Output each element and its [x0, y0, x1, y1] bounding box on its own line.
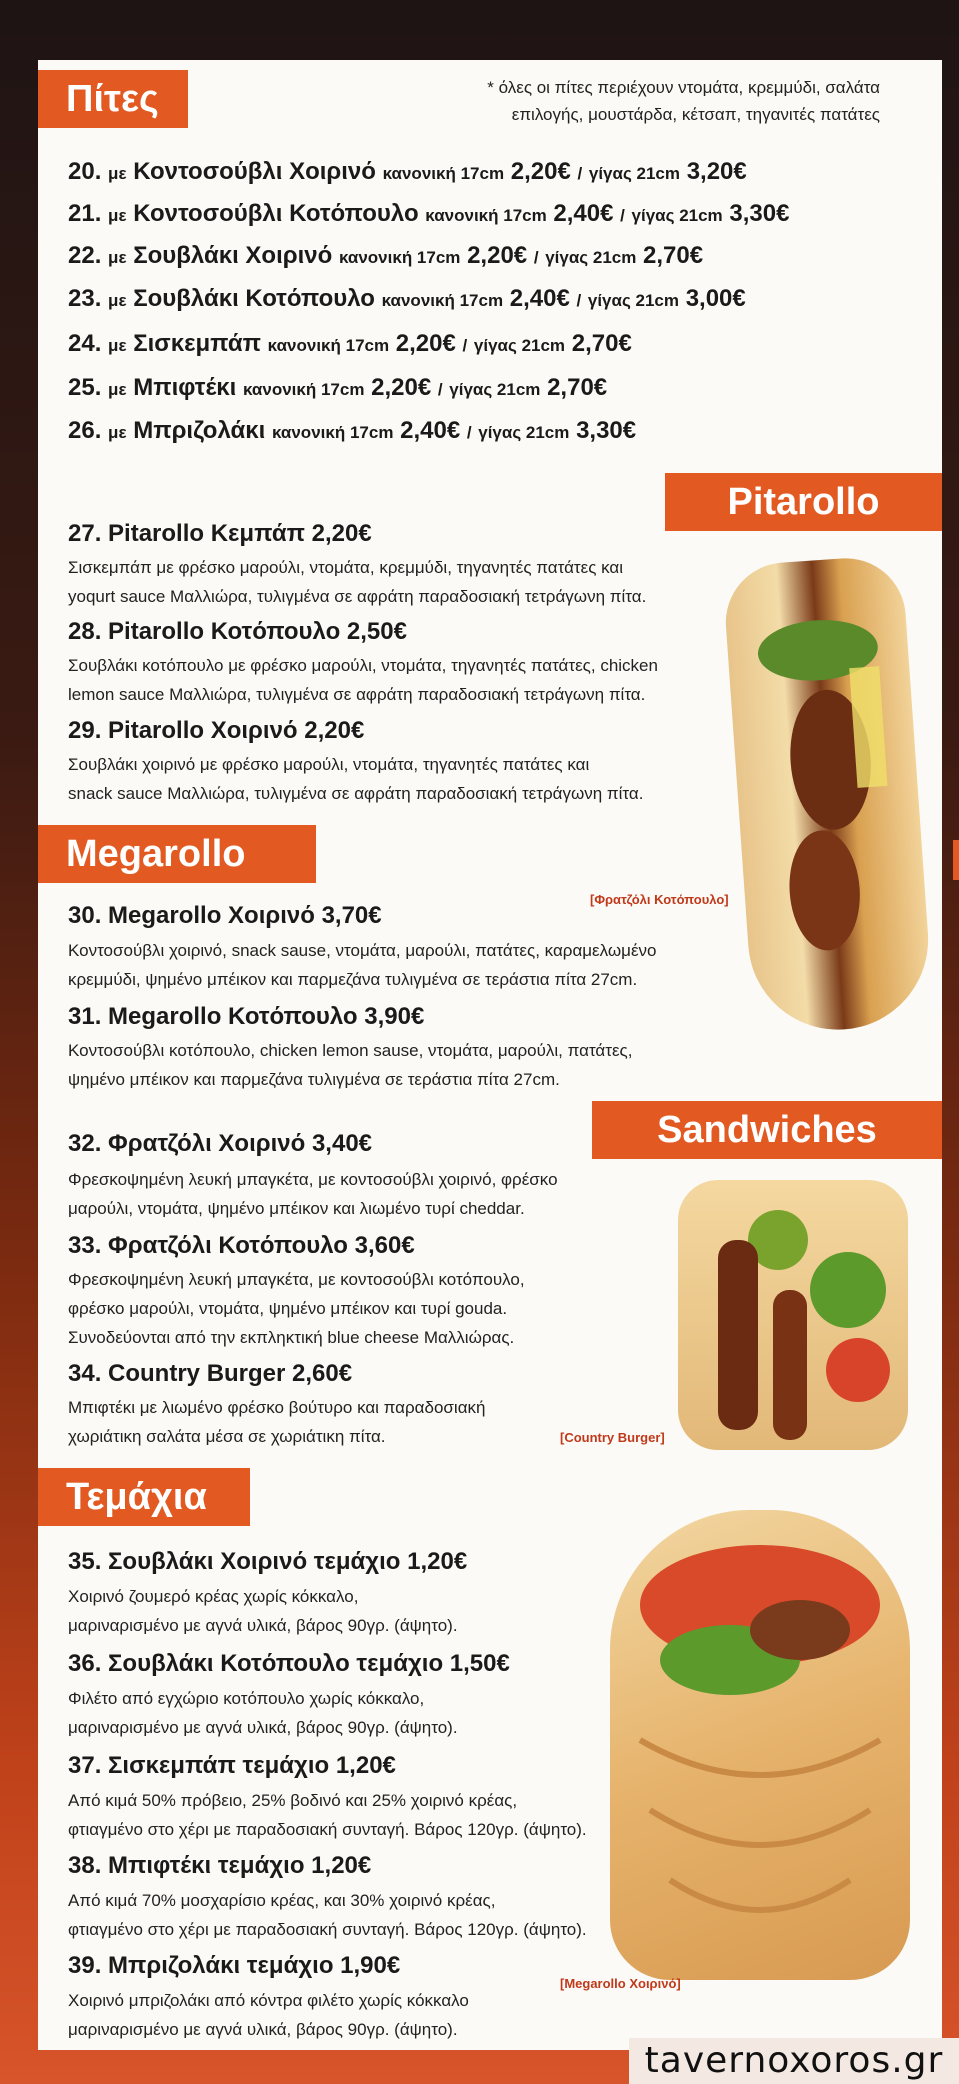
pita-item-23: 23. με Σουβλάκι Κοτόπουλο κανονική 17cm 2,40€ / γίγας 21cm 3,00€ [68, 285, 746, 312]
sandwich-item-33-title: 33. Φρατζόλι Κοτόπουλο 3,60€ [68, 1232, 415, 1259]
temaxio-item-38-desc: Από κιμά 70% μοσχαρίσιο κρέας, και 30% χοιρινό κρέας, φτιαγμένο στο χέρι με παραδοσιακή συνταγή. Βάρος 120γρ. (άψητο). [68, 1891, 587, 1939]
sandwich-item-34-desc: Μπιφτέκι με λιωμένο φρέσκο βούτυρο και παραδοσιακή χωριάτικη σαλάτα μέσα σε χωριάτικη πίτα. [68, 1398, 486, 1446]
pitarollo-item-27-desc: Σισκεμπάπ με φρέσκο μαρούλι, ντομάτα, κρεμμύδι, τηγανητές πατάτες και yoqurt sauce Μαλλιώρα, τυλιγμένα σε αφράτη παραδοσιακή τετράγωνη πίτα. [68, 558, 647, 606]
temaxio-item-36-title: 36. Σουβλάκι Κοτόπουλο τεμάχιο 1,50€ [68, 1650, 510, 1677]
temaxio-item-37-desc: Από κιμά 50% πρόβειο, 25% βοδινό και 25% χοιρινό κρέας, φτιαγμένο στο χέρι με παραδοσιακή συνταγή. Βάρος 120γρ. (άψητο). [68, 1791, 587, 1839]
burger-filling-icon [678, 1180, 908, 1450]
section-header-pites: Πίτες [38, 70, 188, 128]
pita-item-21: 21. με Κοντοσούβλι Κοτόπουλο κανονική 17cm 2,40€ / γίγας 21cm 3,30€ [68, 200, 790, 227]
megarollo-choirino-caption: [Megarollo Χοιρινό] [560, 1976, 681, 1991]
temaxio-item-38-title: 38. Μπιφτέκι τεμάχιο 1,20€ [68, 1852, 372, 1879]
sandwich-item-32-desc: Φρεσκοψημένη λευκή μπαγκέτα, με κοντοσούβλι χοιρινό, φρέσκο μαρούλι, ντομάτα, ψημένο μπέικον και λιωμένο τυρί cheddar. [68, 1170, 558, 1218]
temaxio-item-36-desc: Φιλέτο από εγχώριο κοτόπουλο χωρίς κόκκαλο, μαριναρισμένο με αγνά υλικά, βάρος 90γρ. (άψητο). [68, 1689, 458, 1737]
pita-item-25: 25. με Μπιφτέκι κανονική 17cm 2,20€ / γίγας 21cm 2,70€ [68, 374, 608, 401]
pitarollo-item-28-desc: Σουβλάκι κοτόπουλο με φρέσκο μαρούλι, ντομάτα, τηγανητές πατάτες, chicken lemon sauce Μαλλιώρα, τυλιγμένα σε αφράτη παραδοσιακή τετράγωνη πίτα. [68, 656, 658, 704]
temaxio-item-39-title: 39. Μπριζολάκι τεμάχιο 1,90€ [68, 1952, 401, 1979]
country-burger-image [678, 1180, 908, 1450]
megarollo-caption: [Φρατζόλι Κοτόπουλο] [590, 892, 729, 907]
megarollo-item-31-desc: Κοντοσούβλι κοτόπουλο, chicken lemon sause, ντομάτα, μαρούλι, πατάτες, ψημένο μπέικον και παρμεζάνα τυλιγμένα σε τεράστια πίτα 27cm. [68, 1041, 633, 1089]
megarollo-item-31-title: 31. Megarollo Κοτόπουλο 3,90€ [68, 1003, 425, 1030]
temaxio-item-37-title: 37. Σισκεμπάπ τεμάχιο 1,20€ [68, 1752, 396, 1779]
pita-item-24: 24. με Σισκεμπάπ κανονική 17cm 2,20€ / γίγας 21cm 2,70€ [68, 330, 632, 357]
megarollo-item-30-desc: Κοντοσούβλι χοιρινό, snack sause, ντομάτα, μαρούλι, πατάτες, καραμελωμένο κρεμμύδι, ψημένο μπέικον και παρμεζάνα τυλιγμένα σε τεράστια πίτα 27cm. [68, 941, 657, 989]
pitarollo-filling-icon [722, 554, 934, 1035]
sandwich-item-34-title: 34. Country Burger 2,60€ [68, 1360, 353, 1387]
pitarollo-wrap-image [722, 554, 934, 1035]
temaxio-item-35-title: 35. Σουβλάκι Χοιρινό τεμάχιο 1,20€ [68, 1548, 468, 1575]
temaxio-item-35-desc: Χοιρινό ζουμερό κρέας χωρίς κόκκαλο, μαριναρισμένο με αγνά υλικά, βάρος 90γρ. (άψητο). [68, 1587, 458, 1635]
megarollo-filling-icon [610, 1510, 910, 1980]
note-line-1: * όλες οι πίτες περιέχουν ντομάτα, κρεμμύδι, σαλάτα [487, 78, 880, 97]
pita-item-26: 26. με Μπριζολάκι κανονική 17cm 2,40€ / γίγας 21cm 3,30€ [68, 417, 637, 444]
section-header-megarollo: Megarollo [38, 825, 316, 883]
site-watermark: tavernoxoros.gr [629, 2038, 959, 2084]
pites-note [420, 74, 880, 128]
edge-marker [953, 840, 959, 880]
megarollo-choirino-image [610, 1510, 910, 1980]
pitarollo-item-27-title: 27. Pitarollo Κεμπάπ 2,20€ [68, 520, 372, 547]
section-header-temaxia: Τεμάχια [38, 1468, 250, 1526]
pitarollo-item-29-desc: Σουβλάκι χοιρινό με φρέσκο μαρούλι, ντομάτα, τηγανητές πατάτες και snack sauce Μαλλιώρα, τυλιγμένα σε αφράτη παραδοσιακή τετράγωνη πίτα. [68, 755, 644, 803]
megarollo-item-30-title: 30. Megarollo Χοιρινό 3,70€ [68, 902, 382, 929]
sandwich-item-33-desc: Φρεσκοψημένη λευκή μπαγκέτα, με κοντοσούβλι κοτόπουλο, φρέσκο μαρούλι, ντομάτα, ψημένο μπέικον και τυρί gouda. Συνοδεύονται από την εκπληκτική blue cheese Μαλλιώρας. [68, 1270, 525, 1347]
sandwich-item-32-title: 32. Φρατζόλι Χοιρινό 3,40€ [68, 1130, 373, 1157]
country-burger-caption: [Country Burger] [560, 1430, 665, 1445]
pitarollo-item-28-title: 28. Pitarollo Κοτόπουλο 2,50€ [68, 618, 407, 645]
note-line-2: επιλογής, μουστάρδα, κέτσαπ, τηγανιτές πατάτες [511, 105, 880, 124]
pita-item-20: 20. με Κοντοσούβλι Χοιρινό κανονική 17cm 2,20€ / γίγας 21cm 3,20€ [68, 158, 747, 185]
temaxio-item-39-desc: Χοιρινό μπριζολάκι από κόντρα φιλέτο χωρίς κόκκαλο μαριναρισμένο με αγνά υλικά, βάρος 90γρ. (άψητο). [68, 1991, 469, 2039]
section-header-sandwiches: Sandwiches [592, 1101, 942, 1159]
pita-item-22: 22. με Σουβλάκι Χοιρινό κανονική 17cm 2,20€ / γίγας 21cm 2,70€ [68, 242, 704, 269]
section-header-pitarollo: Pitarollo [665, 473, 942, 531]
pitarollo-item-29-title: 29. Pitarollo Χοιρινό 2,20€ [68, 717, 365, 744]
